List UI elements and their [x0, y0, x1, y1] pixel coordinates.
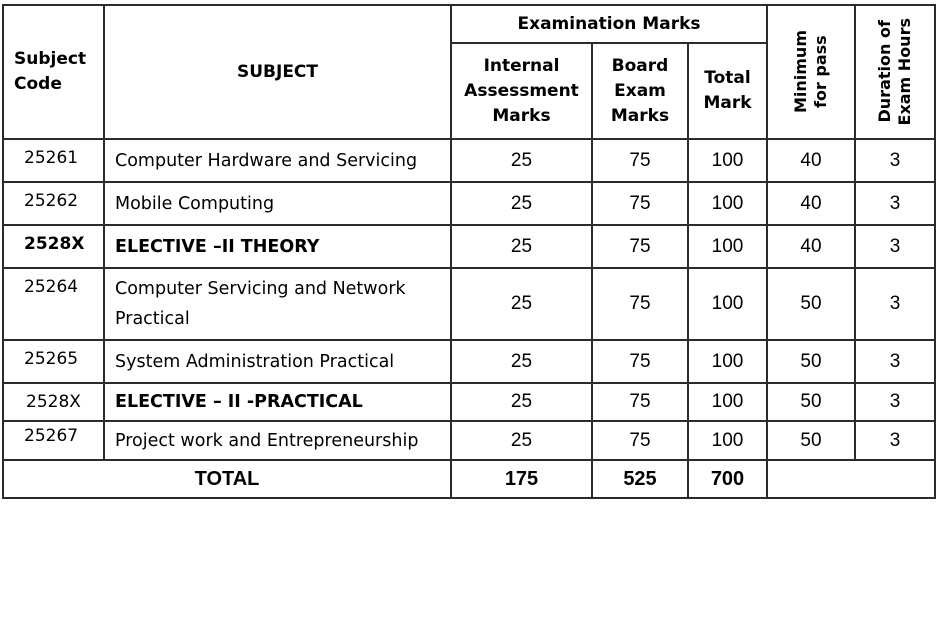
- duration-cell: 3: [855, 421, 935, 460]
- subject-name-cell: Computer Hardware and Servicing: [104, 139, 451, 182]
- header-minimum-pass: [767, 5, 855, 139]
- table-row: [3, 268, 935, 340]
- subject-code-cell: 2528X: [3, 383, 104, 421]
- total-marks-cell: 100: [688, 268, 767, 340]
- header-total-mark: Total Mark: [688, 43, 767, 139]
- subject-name-cell: System Administration Practical: [104, 340, 451, 383]
- header-subject-code: Subject Code: [3, 5, 104, 139]
- minimum-pass-cell: 50: [767, 268, 855, 340]
- board-marks-cell: 75: [592, 225, 688, 268]
- duration-cell: 3: [855, 182, 935, 225]
- subject-code-cell: 25264: [3, 268, 104, 340]
- subject-name-cell: Computer Servicing and Network Practical: [104, 268, 451, 340]
- minimum-pass-cell: 50: [767, 340, 855, 383]
- table-row: [3, 139, 935, 182]
- total-label: TOTAL: [3, 460, 451, 498]
- header-duration: [855, 5, 935, 139]
- total-marks-cell: 100: [688, 139, 767, 182]
- subject-name-cell: ELECTIVE – II -PRACTICAL: [104, 383, 451, 421]
- table-row: [3, 182, 935, 225]
- board-marks-cell: 75: [592, 340, 688, 383]
- internal-marks-cell: 25: [451, 383, 592, 421]
- subject-name-cell: ELECTIVE –II THEORY: [104, 225, 451, 268]
- subject-code-cell: 25262: [3, 182, 104, 225]
- header-subject: SUBJECT: [104, 5, 451, 139]
- subject-code-cell: 2528X: [3, 225, 104, 268]
- total-marks-cell: 100: [688, 225, 767, 268]
- minimum-pass-cell: 40: [767, 182, 855, 225]
- header-internal-marks: Internal Assessment Marks: [451, 43, 592, 139]
- total-marks-cell: 100: [688, 383, 767, 421]
- minimum-pass-cell: 40: [767, 225, 855, 268]
- board-marks-cell: 75: [592, 383, 688, 421]
- table-row: [3, 340, 935, 383]
- table-row: [3, 421, 935, 460]
- duration-cell: 3: [855, 383, 935, 421]
- total-board: 525: [592, 460, 688, 498]
- subject-name-cell: Mobile Computing: [104, 182, 451, 225]
- internal-marks-cell: 25: [451, 225, 592, 268]
- minimum-pass-cell: 50: [767, 383, 855, 421]
- total-marks: 700: [688, 460, 767, 498]
- subject-code-cell: 25265: [3, 340, 104, 383]
- duration-cell: 3: [855, 225, 935, 268]
- board-marks-cell: 75: [592, 139, 688, 182]
- minimum-pass-cell: 40: [767, 139, 855, 182]
- internal-marks-cell: 25: [451, 421, 592, 460]
- subject-name-cell: Project work and Entrepreneurship: [104, 421, 451, 460]
- marks-scheme-table: [2, 4, 936, 499]
- internal-marks-cell: 25: [451, 268, 592, 340]
- minimum-pass-cell: 50: [767, 421, 855, 460]
- board-marks-cell: 75: [592, 182, 688, 225]
- duration-cell: 3: [855, 139, 935, 182]
- total-marks-cell: 100: [688, 421, 767, 460]
- total-marks-cell: 100: [688, 340, 767, 383]
- board-marks-cell: 75: [592, 268, 688, 340]
- table-row: [3, 225, 935, 268]
- total-empty-cell: [767, 460, 935, 498]
- total-internal: 175: [451, 460, 592, 498]
- internal-marks-cell: 25: [451, 139, 592, 182]
- table-row: [3, 383, 935, 421]
- duration-cell: 3: [855, 268, 935, 340]
- header-board-marks: Board Exam Marks: [592, 43, 688, 139]
- header-duration-label: Duration of Exam Hours: [875, 18, 914, 126]
- header-minimum-pass-label: Minimum for pass: [791, 30, 830, 114]
- duration-cell: 3: [855, 340, 935, 383]
- subject-code-cell: 25267: [3, 421, 104, 460]
- header-examination-marks: Examination Marks: [451, 5, 767, 43]
- internal-marks-cell: 25: [451, 340, 592, 383]
- subject-code-cell: 25261: [3, 139, 104, 182]
- internal-marks-cell: 25: [451, 182, 592, 225]
- total-row: [3, 460, 935, 498]
- board-marks-cell: 75: [592, 421, 688, 460]
- total-marks-cell: 100: [688, 182, 767, 225]
